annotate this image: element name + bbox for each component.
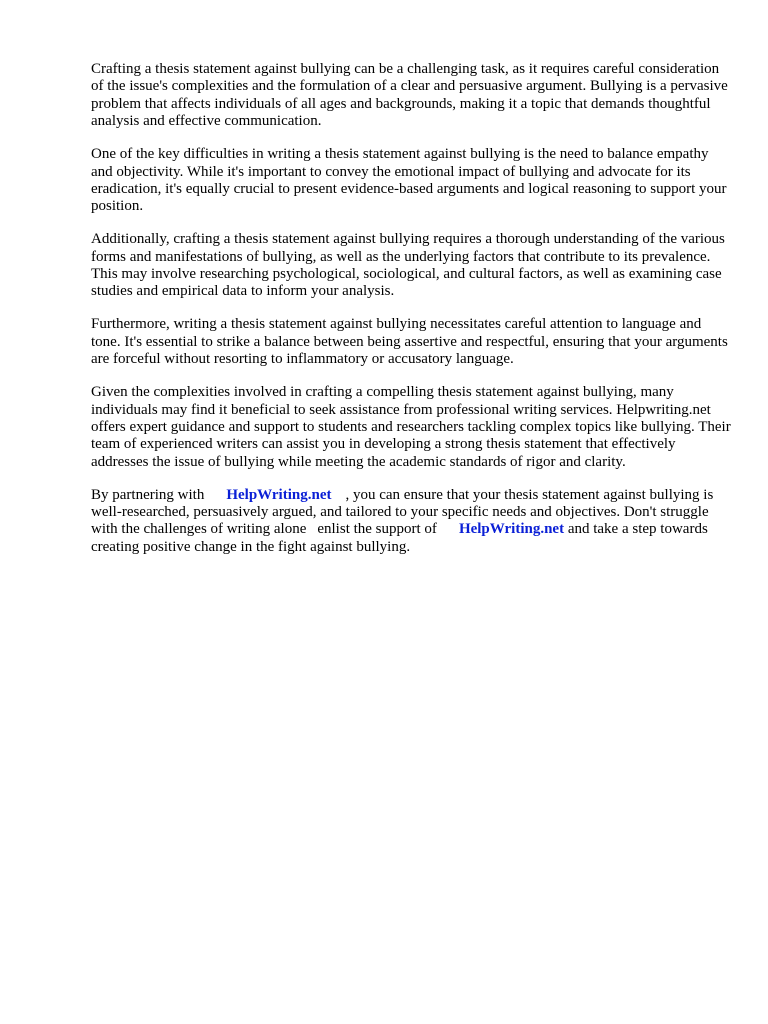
closing-lead-text: By partnering with	[91, 486, 205, 503]
helpwriting-link-2[interactable]: HelpWriting.net	[458, 521, 565, 538]
paragraph-difficulties: One of the key difficulties in writing a thesis statement against bullying is the need to balance empathy and objectivity. While it's important to convey the emotional impact of bullying and advocate for its eradication, it's equally crucial to present evidence-based arguments and logical reasoning to support your position.	[91, 146, 727, 215]
closing-middle-text-b: enlist the support of	[317, 521, 437, 538]
helpwriting-link-1[interactable]: HelpWriting.net	[226, 486, 332, 503]
paragraph-understanding: Additionally, crafting a thesis statement against bullying requires a thorough understanding of the various forms and manifestations of bullying, as well as the underlying factors that contribute to its prevalence. This may involve researching psychological, sociological, and cultural factors, as well as examining case studies and empirical data to inform your analysis.	[91, 231, 725, 300]
paragraph-closing	[91, 487, 731, 557]
paragraph-assistance: Given the complexities involved in crafting a compelling thesis statement against bullying, many individuals may find it beneficial to seek assistance from professional writing services. Helpwriting.net offers expert guidance and support to students and researchers tackling complex topics like bullying. Their team of experienced writers can assist you in developing a strong thesis statement that effectively addresses the issue of bullying while meeting the academic standards of rigor and clarity.	[91, 384, 731, 470]
document-body	[91, 61, 731, 572]
closing-tail-text: and take a step towards creating positive change in the fight against bullying.	[91, 521, 708, 555]
paragraph-intro: Crafting a thesis statement against bullying can be a challenging task, as it requires careful consideration of the issue's complexities and the formulation of a clear and persuasive argument. Bullying is a pervasive problem that affects individuals of all ages and backgrounds, making it a topic that demands thoughtful analysis and effective communication.	[91, 61, 728, 130]
paragraph-language-tone: Furthermore, writing a thesis statement against bullying necessitates careful attention to language and tone. It's essential to strike a balance between being assertive and respectful, ensuring that your arguments are forceful without resorting to inflammatory or accusatory language.	[91, 316, 728, 368]
closing-middle-text-a: , you can ensure that your thesis statement against bullying is well-researched, persuasively argued, and tailored to your specific needs and objectives. Don't struggle with the challenges of writing alone	[91, 486, 714, 538]
